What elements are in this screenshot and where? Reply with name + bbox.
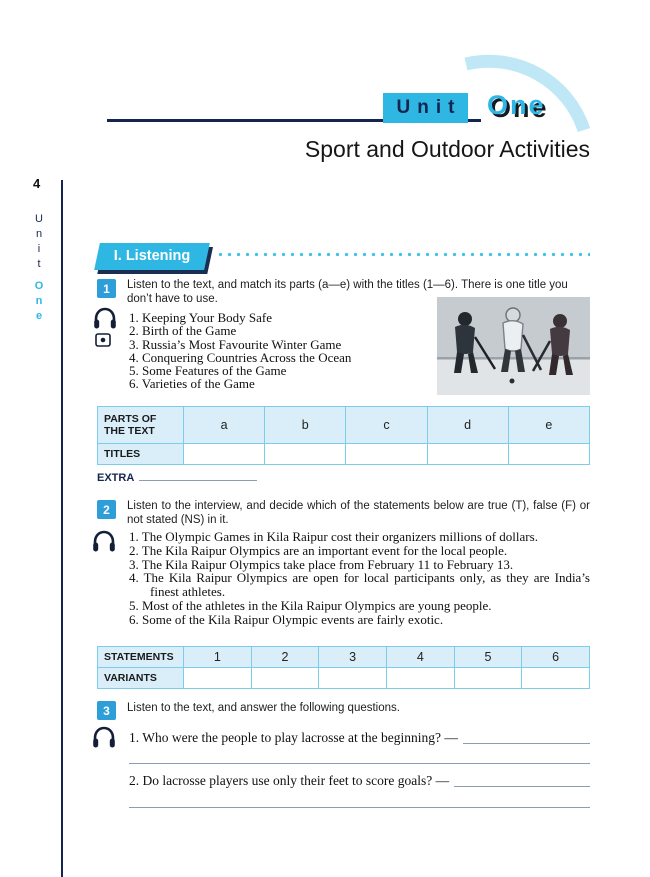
answer-cell [427, 444, 508, 465]
statements-table-col-5: 5 [454, 647, 522, 668]
statements-table-col-1: 1 [184, 647, 252, 668]
question-text: 1. Who were the people to play lacrosse at the beginning? — [129, 730, 458, 745]
statement-item: 3. The Kila Raipur Olympics take place from February 11 to February 13. [129, 556, 514, 572]
exercise-3-instruction: Listen to the text, and answer the following questions. [127, 702, 400, 714]
exercise-2-instruction: Listen to the interview, and decide which of the statements below are true (T), false (F) or not stated (NS) in it. [127, 500, 590, 526]
answer-line [129, 751, 590, 764]
unit-label-box [383, 93, 468, 123]
sidebar-rule [61, 180, 63, 877]
headphones-icon [92, 306, 118, 330]
exercise-1-badge: 1 [97, 279, 116, 298]
exercise-1-instruction: Listen to the text, and match its parts (a—e) with the titles (1—6). There is one title you don’t have to use. [127, 279, 568, 305]
match-table-col-a: a [184, 407, 265, 444]
answer-cell [319, 668, 387, 689]
hockey-photo [437, 297, 590, 395]
answer-cell [184, 444, 265, 465]
statements-table-col-6: 6 [522, 647, 590, 668]
title-option: 3. Russia’s Most Favourite Winter Game [129, 336, 342, 352]
answer-cell [454, 668, 522, 689]
match-table-col-d: d [427, 407, 508, 444]
answer-cell [346, 444, 427, 465]
statement-item: 4. The Kila Raipur Olympics are open for local participants only, as they are India’s finest athletes. [129, 570, 590, 600]
answer-cell [522, 668, 590, 689]
exercise-3-badge: 3 [97, 701, 116, 720]
unit-number: One [487, 90, 546, 120]
question-text: 2. Do lacrosse players use only their feet to score goals? — [129, 773, 450, 788]
sidebar-unit-number: One [33, 280, 45, 325]
match-table-row-label: TITLES [98, 444, 184, 465]
match-table-col-e: e [508, 407, 589, 444]
extra-row [97, 471, 257, 484]
sidebar-unit-label [33, 213, 45, 325]
statement-item: 2. The Kila Raipur Olympics are an important event for the local people. [129, 542, 508, 558]
section-listening-banner [94, 243, 210, 270]
statements-table-col-2: 2 [251, 647, 319, 668]
answer-cell [184, 668, 252, 689]
section-listening-label: I. Listening [113, 248, 191, 264]
statement-item: 5. Most of the athletes in the Kila Raipur Olympics are young people. [129, 597, 492, 613]
title-option: 1. Keeping Your Body Safe [129, 310, 272, 325]
statements-table-col-3: 3 [319, 647, 387, 668]
match-table [97, 406, 590, 465]
title-option: 4. Conquering Countries Across the Ocean [129, 349, 352, 365]
headphones-icon [91, 725, 117, 749]
question-item [129, 730, 590, 746]
exercise-2-badge: 2 [97, 500, 116, 519]
unit-word: Unit [396, 97, 462, 118]
extra-label: EXTRA [97, 472, 135, 484]
match-table-col-b: b [265, 407, 346, 444]
title-option: 6. Varieties of the Game [129, 376, 255, 392]
match-table-header-label: PARTS OF THE TEXT [98, 407, 184, 444]
statement-item: 1. The Olympic Games in Kila Raipur cost their organizers millions of dollars. [129, 529, 538, 544]
answer-cell [386, 668, 454, 689]
answer-cell [251, 668, 319, 689]
question-item [129, 773, 590, 789]
exercise-1-title-options [129, 311, 434, 391]
media-icon [95, 333, 111, 347]
page-title: Sport and Outdoor Activities [304, 136, 590, 162]
statements-table [97, 646, 590, 689]
extra-answer-line [139, 471, 257, 481]
answer-line [454, 773, 590, 787]
sidebar-unit-word: Unit [33, 213, 45, 273]
title-option: 2. Birth of the Game [129, 323, 237, 339]
statement-item: 6. Some of the Kila Raipur Olympic events are fairly exotic. [129, 611, 444, 627]
answer-line [463, 730, 590, 744]
answer-cell [265, 444, 346, 465]
match-table-col-c: c [346, 407, 427, 444]
exercise-2-statements [129, 530, 590, 627]
page-number: 4 [33, 176, 41, 191]
statements-table-header-label: STATEMENTS [98, 647, 184, 668]
answer-cell [508, 444, 589, 465]
dotted-divider [216, 252, 590, 257]
headphones-icon [91, 529, 117, 553]
statements-table-col-4: 4 [386, 647, 454, 668]
answer-line [129, 795, 590, 808]
statements-table-row-label: VARIANTS [98, 668, 184, 689]
title-option: 5. Some Features of the Game [129, 363, 287, 379]
